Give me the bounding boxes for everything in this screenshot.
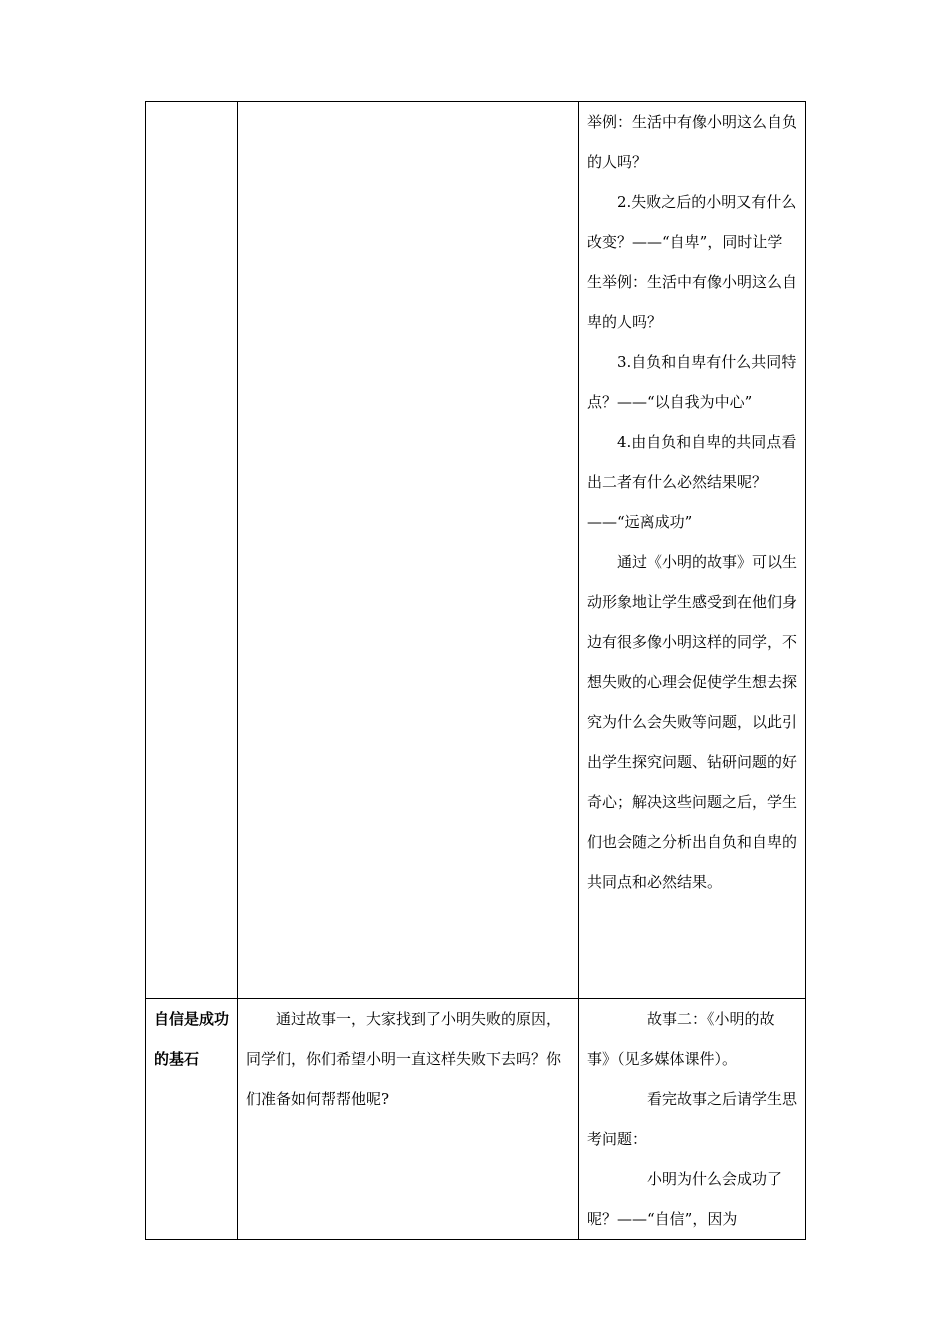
paragraph: 看完故事之后请学生思考问题： [587,1090,798,1148]
paragraph: 2.失败之后的小明又有什么改变？——“自卑”，同时让学生举例：生活中有像小明这么自卑的人吗？ [587,193,798,331]
teacher-activity-text [238,999,578,1119]
table-row [146,102,806,999]
topic-cell [146,999,238,1240]
design-intent-cell [579,999,806,1240]
paragraph: 通过故事一，大家找到了小明失败的原因，同学们，你们希望小明一直这样失败下去吗？你们准备如何帮帮他呢? [246,1010,562,1108]
design-intent-text [579,102,805,902]
paragraph: 4.由自负和自卑的共同点看出二者有什么必然结果呢？——“远离成功” [587,433,797,531]
table-row [146,999,806,1240]
paragraph: 小明为什么会成功了呢？——“自信”，因为 [587,1170,783,1228]
teacher-activity-cell-empty [238,102,579,999]
topic-cell-empty [146,102,238,999]
design-intent-text [579,999,805,1239]
paragraph: 3.自负和自卑有什么共同特点？——“以自我为中心” [587,353,797,411]
paragraph: 故事二：《小明的故事》（见多媒体课件）。 [587,1010,775,1068]
paragraph: 举例：生活中有像小明这么自负的人吗？ [587,113,798,171]
topic-label: 自信是成功的基石 [154,1010,230,1068]
paragraph: 通过《小明的故事》可以生动形象地让学生感受到在他们身边有很多像小明这样的同学，不想失败的心理会促使学生想去探究为什么会失败等问题，以此引出学生探究问题、钻研问题的好奇心；解决这些问题之后，学生们也会随之分析出自负和自卑的共同点和必然结果。 [587,553,798,891]
lesson-plan-table [145,101,806,1240]
design-intent-cell [579,102,806,999]
teacher-activity-cell [238,999,579,1240]
